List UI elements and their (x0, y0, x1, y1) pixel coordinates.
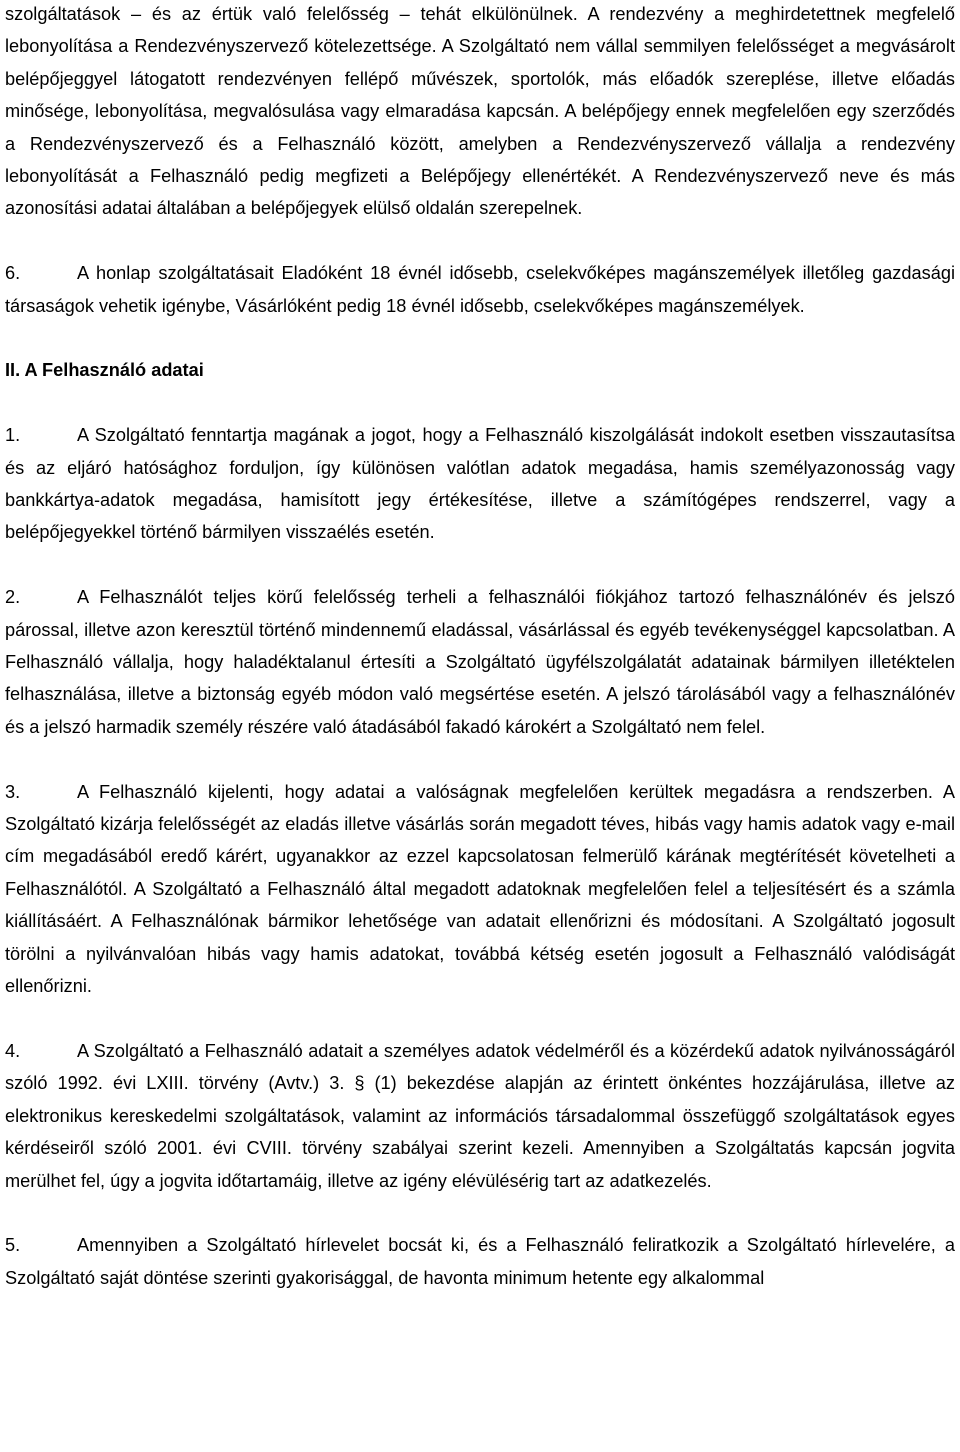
item-text: A honlap szolgáltatásait Eladóként 18 évnél idősebb, cselekvőképes magánszemélyek illetőleg gazdasági társaságok vehetik igénybe, Vásárlóként pedig 18 évnél idősebb, cselekvőképes magánszemélyek. (5, 263, 955, 316)
intro-paragraph (5, 0, 955, 225)
item-text: A Felhasználót teljes körű felelősség terheli a felhasználói fiókjához tartozó felhasználónév és jelszó párossal, illetve azon keresztül történő mindennemű eladással, vásárlással és egyéb tevékenységgel kapcsolatban. A Felhasználó vállalja, hogy haladéktalanul értesíti a Szolgáltató ügyfélszolgálatát adatainak bármilyen illetéktelen felhasználása, illetve a biztonság egyéb módon való megsértése esetén. A jelszó tárolásából vagy a felhasználónév és a jelszó harmadik személy részére való átadásából fakadó károkért a Szolgáltató nem felel. (5, 587, 955, 737)
section-ii-item-2 (5, 581, 955, 743)
section-ii-item-4 (5, 1035, 955, 1197)
item-number: 1. (5, 425, 21, 446)
item-text: A Szolgáltató a Felhasználó adatait a személyes adatok védelméről és a közérdekű adatok nyilvánosságáról szóló 1992. évi LXIII. törvény (Avtv.) 3. § (1) bekezdése alapján az érintett önkéntes hozzájárulása, illetve az elektronikus kereskedelmi szolgáltatások, valamint az információs társadalommal összefüggő szolgáltatások egyes kérdéseiről szóló 2001. évi CVIII. törvény szabályai szerint kezeli. Amennyiben a Szolgáltatás kapcsán jogvita merülhet fel, úgy a jogvita időtartamáig, illetve az igény elévülésérig tart az adatkezelés. (5, 1040, 955, 1191)
item-number: 2. (5, 587, 21, 608)
section-i-item-6 (5, 257, 955, 322)
item-number: 5. (5, 1235, 21, 1256)
item-number: 4. (5, 1040, 21, 1061)
section-ii-heading: II. A Felhasználó adatai (5, 360, 204, 381)
item-text: Amennyiben a Szolgáltató hírlevelet bocsát ki, és a Felhasználó feliratkozik a Szolgáltató hírlevelére, a Szolgáltató saját döntése szerinti gyakorisággal, de havonta minimum hetente egy alkalommal (5, 1235, 955, 1288)
item-number: 6. (5, 263, 21, 284)
item-text: A Felhasználó kijelenti, hogy adatai a valóságnak megfelelően kerültek megadásra a rendszerben. A Szolgáltató kizárja felelősségét az eladás illetve vásárlás során megadott téves, hibás vagy hamis adatok vagy e-mail cím megadásából eredő kárért, ugyanakkor az ezzel kapcsolatosan felmerülő kárának megtérítését követelheti a Felhasználótól. A Szolgáltató a Felhasználó által megadott adatoknak megfelelően felel a teljesítésért és a számla kiállításáért. A Felhasználónak bármikor lehetősége van adatait ellenőrizni és módosítani. A Szolgáltató jogosult törölni a nyilvánvalóan hibás vagy hamis adatokat, továbbá kétség esetén jogosult a Felhasználó valódiságát ellenőrizni. (5, 781, 955, 997)
intro-paragraph-text: szolgáltatások – és az értük való felelősség – tehát elkülönülnek. A rendezvény a meghirdetettnek megfelelő lebonyolítása a Rendezvényszervező kötelezettsége. A Szolgáltató nem vállal semmilyen felelősséget a megvásárolt belépőjeggyel látogatott rendezvényen fellépő művészek, sportolók, más előadók szereplése, illetve előadás minősége, lebonyolítása, megvalósulása vagy elmaradása kapcsán. A belépőjegy ennek megfelelően egy szerződés a Rendezvényszervező és a Felhasználó között, amelyben a Rendezvényszervező vállalja a rendezvény lebonyolítását a Felhasználó pedig megfizeti a Belépőjegy ellenértékét. A Rendezvényszervező neve és más azonosítási adatai általában a belépőjegyek elülső oldalán szerepelnek. (5, 4, 955, 219)
item-number: 3. (5, 781, 21, 802)
section-ii-item-3 (5, 776, 955, 1003)
section-ii-item-5 (5, 1229, 955, 1294)
item-text: A Szolgáltató fenntartja magának a jogot, hogy a Felhasználó kiszolgálását indokolt esetben visszautasítsa és az eljáró hatósághoz forduljon, így különösen valótlan adatok megadása, hamis személyazonosság vagy bankkártya-adatok megadása, hamisított jegy értékesítése, illetve a számítógépes rendszerrel, vagy a belépőjegyekkel történő bármilyen visszaélés esetén. (5, 425, 955, 543)
section-ii-item-1 (5, 419, 955, 549)
